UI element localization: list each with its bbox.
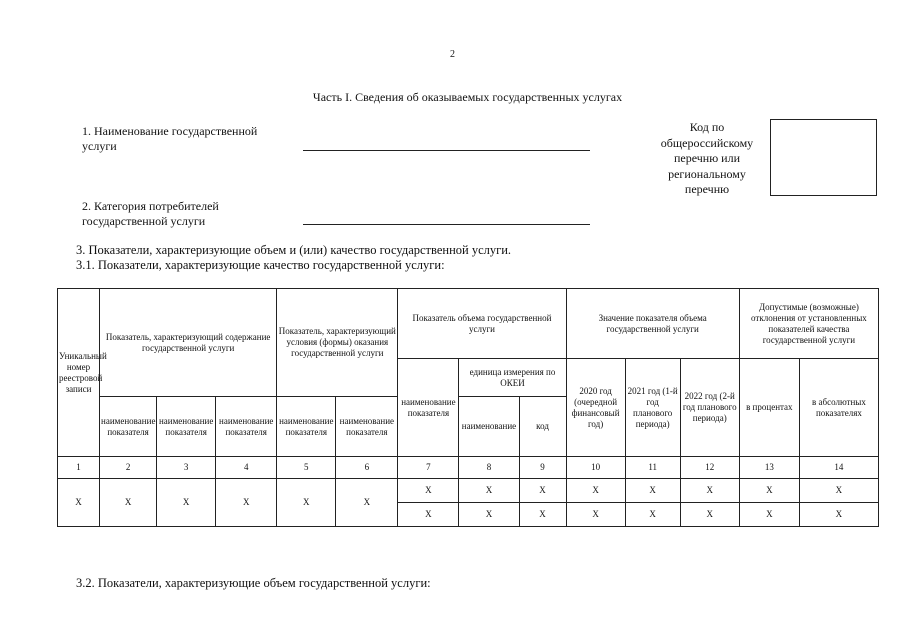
cell-x[interactable]: X bbox=[799, 503, 878, 527]
cell-x[interactable]: X bbox=[58, 479, 100, 527]
registry-code-box[interactable] bbox=[770, 119, 877, 196]
header-percent: в процентах bbox=[739, 359, 799, 457]
cell-x[interactable]: X bbox=[519, 503, 566, 527]
section-3-1-heading: 3.1. Показатели, характеризующие качество государственной услуги: bbox=[76, 258, 445, 272]
header-okei-unit: единица измерения по ОКЕИ bbox=[459, 359, 566, 397]
cell-x[interactable]: X bbox=[459, 479, 519, 503]
category-field[interactable] bbox=[303, 224, 590, 225]
cell-x[interactable]: X bbox=[398, 479, 459, 503]
header-indicator-name: наименование показателя bbox=[216, 397, 277, 457]
header-indicator-name: наименование показателя bbox=[100, 397, 157, 457]
header-conditions-indicator: Показатель, характеризующий условия (формы) оказания государственной услуги bbox=[277, 289, 398, 397]
cell-x[interactable]: X bbox=[216, 479, 277, 527]
column-number: 3 bbox=[157, 457, 216, 479]
section-3-2-heading: 3.2. Показатели, характеризующие объем государственной услуги: bbox=[76, 576, 431, 590]
header-allowed-deviation: Допустимые (возможные) отклонения от установленных показателей качества государственной услуги bbox=[739, 289, 878, 359]
service-name-field[interactable] bbox=[303, 150, 590, 151]
cell-x[interactable]: X bbox=[739, 479, 799, 503]
cell-x[interactable]: X bbox=[459, 503, 519, 527]
cell-x[interactable]: X bbox=[739, 503, 799, 527]
column-number: 1 bbox=[58, 457, 100, 479]
cell-x[interactable]: X bbox=[566, 479, 625, 503]
header-content-indicator: Показатель, характеризующий содержание государственной услуги bbox=[100, 289, 277, 397]
header-unit-name: наименование bbox=[459, 397, 519, 457]
cell-x[interactable]: X bbox=[277, 479, 336, 527]
cell-x[interactable]: X bbox=[566, 503, 625, 527]
cell-x[interactable]: X bbox=[680, 503, 739, 527]
category-label-line-2: государственной услуги bbox=[82, 214, 206, 228]
header-unique-record-number: Уникальный номер реестровой записи bbox=[58, 289, 100, 457]
column-number: 11 bbox=[625, 457, 680, 479]
service-name-label bbox=[82, 124, 257, 154]
column-number: 9 bbox=[519, 457, 566, 479]
cell-x[interactable]: X bbox=[799, 479, 878, 503]
section-3-heading: 3. Показатели, характеризующие объем и (или) качество государственной услуги. bbox=[76, 243, 512, 257]
header-volume-indicator: Показатель объема государственной услуги bbox=[398, 289, 566, 359]
service-name-label-line-2: услуги bbox=[82, 139, 117, 153]
code-label bbox=[642, 120, 772, 198]
header-indicator-name: наименование показателя bbox=[157, 397, 216, 457]
column-number-row bbox=[58, 457, 879, 479]
code-label-line: перечню или bbox=[673, 151, 741, 165]
cell-x[interactable]: X bbox=[519, 479, 566, 503]
cell-x[interactable]: X bbox=[398, 503, 459, 527]
category-label-line-1: 2. Категория потребителей bbox=[82, 199, 219, 213]
quality-indicators-table bbox=[57, 288, 879, 527]
service-name-label-line-1: 1. Наименование государственной bbox=[82, 124, 258, 138]
header-volume-name: наименование показателя bbox=[398, 359, 459, 457]
header-year-2022: 2022 год (2-й год планового периода) bbox=[680, 359, 739, 457]
cell-x[interactable]: X bbox=[157, 479, 216, 527]
column-number: 10 bbox=[566, 457, 625, 479]
code-label-line: Код по bbox=[689, 120, 725, 134]
page-number: 2 bbox=[450, 49, 455, 60]
header-volume-value: Значение показателя объема государственной услуги bbox=[566, 289, 739, 359]
column-number: 2 bbox=[100, 457, 157, 479]
cell-x[interactable]: X bbox=[625, 503, 680, 527]
cell-x[interactable]: X bbox=[100, 479, 157, 527]
column-number: 14 bbox=[799, 457, 878, 479]
code-label-line: перечню bbox=[684, 182, 730, 196]
cell-x[interactable]: X bbox=[680, 479, 739, 503]
column-number: 6 bbox=[336, 457, 398, 479]
cell-x[interactable]: X bbox=[336, 479, 398, 527]
header-absolute: в абсолютных показателях bbox=[799, 359, 878, 457]
column-number: 5 bbox=[277, 457, 336, 479]
category-label bbox=[82, 199, 219, 229]
table-row bbox=[58, 479, 879, 503]
code-label-line: общероссийскому bbox=[660, 135, 754, 150]
column-number: 7 bbox=[398, 457, 459, 479]
column-number: 4 bbox=[216, 457, 277, 479]
header-year-2021: 2021 год (1-й год планового периода) bbox=[625, 359, 680, 457]
header-unit-code: код bbox=[519, 397, 566, 457]
column-number: 12 bbox=[680, 457, 739, 479]
header-indicator-name: наименование показателя bbox=[336, 397, 398, 457]
column-number: 8 bbox=[459, 457, 519, 479]
column-number: 13 bbox=[739, 457, 799, 479]
cell-x[interactable]: X bbox=[625, 479, 680, 503]
code-label-line: региональному bbox=[668, 166, 746, 181]
header-year-2020: 2020 год (очередной финансовый год) bbox=[566, 359, 625, 457]
header-indicator-name: наименование показателя bbox=[277, 397, 336, 457]
part-title: Часть I. Сведения об оказываемых государственных услугах bbox=[312, 90, 623, 104]
